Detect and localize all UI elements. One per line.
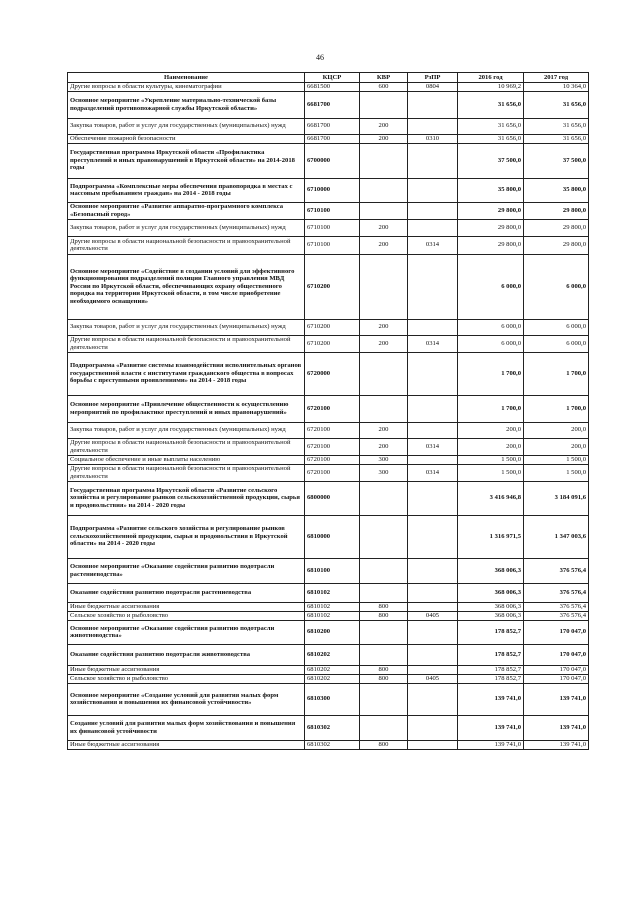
row-kvr (360, 481, 408, 515)
header-2016: 2016 год (458, 73, 524, 83)
row-kvr: 300 (360, 464, 408, 481)
row-amount-2016: 139 741,0 (458, 683, 524, 715)
table-row (68, 515, 589, 558)
row-rzpr (408, 455, 458, 464)
row-amount-2016: 1 316 971,5 (458, 515, 524, 558)
row-amount-2017: 1 347 003,6 (524, 515, 589, 558)
table-row (68, 464, 589, 481)
row-kcsr: 6720100 (305, 395, 360, 422)
row-name: Закупка товаров, работ и услуг для государственных (муниципальных) нужд (68, 219, 305, 236)
table-row (68, 118, 589, 134)
row-kcsr: 6720100 (305, 464, 360, 481)
row-amount-2016: 368 006,3 (458, 602, 524, 611)
row-rzpr (408, 118, 458, 134)
row-name: Основное мероприятие «Создание условий для развития малых форм хозяйствования и повышения их финансовой устойчивости» (68, 683, 305, 715)
row-amount-2017: 139 741,0 (524, 715, 589, 740)
row-kcsr: 6681700 (305, 134, 360, 143)
table-row (68, 395, 589, 422)
row-kcsr: 6810302 (305, 740, 360, 749)
row-amount-2017: 376 576,4 (524, 611, 589, 620)
row-amount-2017: 31 656,0 (524, 91, 589, 118)
row-amount-2017: 29 800,0 (524, 202, 589, 219)
row-kcsr: 6810102 (305, 602, 360, 611)
row-amount-2017: 170 047,0 (524, 674, 589, 683)
row-rzpr (408, 620, 458, 644)
table-row (68, 644, 589, 665)
row-name: Оказание содействия развитию подотрасли животноводства (68, 644, 305, 665)
table-row (68, 558, 589, 583)
row-rzpr (408, 715, 458, 740)
row-rzpr (408, 352, 458, 395)
row-amount-2017: 1 700,0 (524, 395, 589, 422)
row-kvr (360, 352, 408, 395)
row-name: Закупка товаров, работ и услуг для государственных (муниципальных) нужд (68, 118, 305, 134)
row-amount-2017: 37 500,0 (524, 143, 589, 178)
row-rzpr: 0314 (408, 438, 458, 455)
header-rzpr: РзПР (408, 73, 458, 83)
row-amount-2016: 200,0 (458, 438, 524, 455)
row-rzpr (408, 665, 458, 674)
row-amount-2017: 200,0 (524, 422, 589, 438)
table-header-row (68, 73, 589, 83)
row-kvr: 200 (360, 319, 408, 335)
row-amount-2016: 6 000,0 (458, 254, 524, 319)
row-name: Сельское хозяйство и рыболовство (68, 674, 305, 683)
row-name: Другие вопросы в области национальной безопасности и правоохранительной деятельности (68, 236, 305, 254)
table-row (68, 254, 589, 319)
row-amount-2017: 3 184 091,6 (524, 481, 589, 515)
row-kvr (360, 202, 408, 219)
row-kvr (360, 178, 408, 202)
row-kcsr: 6710200 (305, 335, 360, 352)
row-kcsr: 6810200 (305, 620, 360, 644)
row-kcsr: 6810202 (305, 644, 360, 665)
row-name: Сельское хозяйство и рыболовство (68, 611, 305, 620)
header-2017: 2017 год (524, 73, 589, 83)
row-kvr: 200 (360, 422, 408, 438)
row-amount-2016: 6 000,0 (458, 319, 524, 335)
row-name: Другие вопросы в области национальной безопасности и правоохранительной деятельности (68, 464, 305, 481)
row-name: Закупка товаров, работ и услуг для государственных (муниципальных) нужд (68, 319, 305, 335)
table-row (68, 91, 589, 118)
row-amount-2016: 368 006,3 (458, 558, 524, 583)
row-kvr: 200 (360, 335, 408, 352)
row-kcsr: 6810102 (305, 583, 360, 602)
row-kvr: 200 (360, 219, 408, 236)
row-kcsr: 6810100 (305, 558, 360, 583)
table-row (68, 665, 589, 674)
row-kvr (360, 683, 408, 715)
row-amount-2016: 31 656,0 (458, 91, 524, 118)
row-rzpr (408, 422, 458, 438)
row-rzpr (408, 143, 458, 178)
row-name: Подпрограмма «Комплексные меры обеспечения правопорядка в местах с массовым пребыванием граждан» на 2014 - 2018 годы (68, 178, 305, 202)
row-name: Создание условий для развития малых форм хозяйствования и повышения их финансовой устойчивости (68, 715, 305, 740)
row-kvr: 200 (360, 236, 408, 254)
row-amount-2017: 139 741,0 (524, 740, 589, 749)
row-rzpr: 0314 (408, 236, 458, 254)
row-amount-2017: 170 047,0 (524, 665, 589, 674)
table-row (68, 83, 589, 92)
row-name: Иные бюджетные ассигнования (68, 602, 305, 611)
row-amount-2016: 29 800,0 (458, 236, 524, 254)
row-kcsr: 6681500 (305, 83, 360, 92)
row-amount-2017: 170 047,0 (524, 620, 589, 644)
row-amount-2016: 6 000,0 (458, 335, 524, 352)
row-kcsr: 6810302 (305, 715, 360, 740)
row-amount-2017: 6 000,0 (524, 254, 589, 319)
header-kvr: КВР (360, 73, 408, 83)
row-kvr (360, 715, 408, 740)
row-name: Другие вопросы в области национальной безопасности и правоохранительной деятельности (68, 335, 305, 352)
row-rzpr: 0314 (408, 464, 458, 481)
row-name: Оказание содействия развитию подотрасли растениеводства (68, 583, 305, 602)
row-amount-2017: 1 500,0 (524, 455, 589, 464)
row-name: Основное мероприятие «Укрепление материально-технической базы подразделений противопожарной службы Иркутской области» (68, 91, 305, 118)
row-amount-2017: 35 800,0 (524, 178, 589, 202)
row-amount-2017: 376 576,4 (524, 583, 589, 602)
row-rzpr: 0405 (408, 674, 458, 683)
table-row (68, 674, 589, 683)
row-kcsr: 6710100 (305, 236, 360, 254)
row-rzpr: 0405 (408, 611, 458, 620)
table-row (68, 335, 589, 352)
row-amount-2017: 376 576,4 (524, 558, 589, 583)
header-kcsr: КЦСР (305, 73, 360, 83)
row-name: Закупка товаров, работ и услуг для государственных (муниципальных) нужд (68, 422, 305, 438)
row-amount-2017: 139 741,0 (524, 683, 589, 715)
row-kcsr: 6810202 (305, 674, 360, 683)
row-amount-2017: 6 000,0 (524, 319, 589, 335)
row-rzpr: 0310 (408, 134, 458, 143)
row-kcsr: 6810102 (305, 611, 360, 620)
row-amount-2016: 29 800,0 (458, 202, 524, 219)
row-name: Обеспечение пожарной безопасности (68, 134, 305, 143)
row-rzpr (408, 178, 458, 202)
row-rzpr (408, 644, 458, 665)
table-row (68, 602, 589, 611)
table-row (68, 219, 589, 236)
row-kcsr: 6810300 (305, 683, 360, 715)
row-amount-2016: 178 852,7 (458, 644, 524, 665)
row-kcsr: 6681700 (305, 118, 360, 134)
table-row (68, 236, 589, 254)
row-amount-2016: 1 700,0 (458, 352, 524, 395)
table-row (68, 583, 589, 602)
row-amount-2017: 376 576,4 (524, 602, 589, 611)
table-row (68, 178, 589, 202)
row-name: Подпрограмма «Развитие сельского хозяйства и регулирование рынков сельскохозяйственной продукции, сырья и продовольствия в Иркутской области» на 2014 - 2020 годы (68, 515, 305, 558)
row-amount-2017: 29 800,0 (524, 236, 589, 254)
row-amount-2017: 31 656,0 (524, 134, 589, 143)
row-kcsr: 6710100 (305, 202, 360, 219)
row-name: Иные бюджетные ассигнования (68, 740, 305, 749)
row-name: Другие вопросы в области национальной безопасности и правоохранительной деятельности (68, 438, 305, 455)
table-row (68, 319, 589, 335)
row-amount-2016: 200,0 (458, 422, 524, 438)
row-amount-2017: 31 656,0 (524, 118, 589, 134)
table-row (68, 455, 589, 464)
row-rzpr (408, 395, 458, 422)
row-kvr: 200 (360, 118, 408, 134)
row-name: Подпрограмма «Развитие системы взаимодействия исполнительных органов государственной власти с институтами гражданского общества в вопросах борьбы с преступными проявлениями» на 2014 - 2018 годы (68, 352, 305, 395)
row-name: Основное мероприятие «Развитие аппаратно-программного комплекса «Безопасный город» (68, 202, 305, 219)
row-amount-2016: 1 500,0 (458, 464, 524, 481)
row-amount-2016: 37 500,0 (458, 143, 524, 178)
row-rzpr (408, 583, 458, 602)
row-rzpr (408, 515, 458, 558)
row-kvr (360, 515, 408, 558)
row-kvr (360, 644, 408, 665)
row-kvr (360, 395, 408, 422)
row-kvr: 200 (360, 438, 408, 455)
row-name: Основное мероприятие «Оказание содействия развитию подотрасли животноводства» (68, 620, 305, 644)
table-row (68, 202, 589, 219)
row-rzpr (408, 740, 458, 749)
row-kvr: 300 (360, 455, 408, 464)
table-row (68, 683, 589, 715)
row-amount-2017: 6 000,0 (524, 335, 589, 352)
row-amount-2017: 200,0 (524, 438, 589, 455)
row-rzpr (408, 602, 458, 611)
row-kvr: 800 (360, 611, 408, 620)
row-amount-2016: 1 700,0 (458, 395, 524, 422)
row-name: Иные бюджетные ассигнования (68, 665, 305, 674)
row-rzpr: 0804 (408, 83, 458, 92)
row-kvr: 600 (360, 83, 408, 92)
row-amount-2017: 170 047,0 (524, 644, 589, 665)
table-row (68, 438, 589, 455)
row-rzpr (408, 219, 458, 236)
row-amount-2016: 10 969,2 (458, 83, 524, 92)
row-name: Государственная программа Иркутской области «Профилактика преступлений и иных правонарушений в Иркутской области» на 2014-2018 годы (68, 143, 305, 178)
row-kcsr: 6681700 (305, 91, 360, 118)
row-amount-2016: 1 500,0 (458, 455, 524, 464)
row-kvr: 800 (360, 665, 408, 674)
row-amount-2017: 10 364,0 (524, 83, 589, 92)
row-kvr (360, 254, 408, 319)
table-row (68, 134, 589, 143)
row-kvr: 800 (360, 740, 408, 749)
row-name: Государственная программа Иркутской области «Развитие сельского хозяйства и регулирование рынков сельскохозяйственной продукции, сырья и продовольствия» на 2014 - 2020 годы (68, 481, 305, 515)
row-kcsr: 6710200 (305, 319, 360, 335)
row-amount-2016: 31 656,0 (458, 118, 524, 134)
row-kcsr: 6720100 (305, 438, 360, 455)
row-amount-2016: 178 852,7 (458, 674, 524, 683)
table-row (68, 481, 589, 515)
row-kcsr: 6710200 (305, 254, 360, 319)
row-amount-2016: 35 800,0 (458, 178, 524, 202)
row-name: Основное мероприятие «Содействие в создании условий для эффективного функционирования подразделений полиции Главного управления МВД России по Иркутской области, обеспечивающих охрану общественного порядка на территории Иркутской области, в том числе приобретение необходимого оснащения» (68, 254, 305, 319)
table-row (68, 143, 589, 178)
row-amount-2017: 1 500,0 (524, 464, 589, 481)
table-row (68, 740, 589, 749)
page-number: 46 (316, 53, 324, 62)
table-row (68, 715, 589, 740)
row-kcsr: 6800000 (305, 481, 360, 515)
row-kcsr: 6720100 (305, 422, 360, 438)
row-kcsr: 6700000 (305, 143, 360, 178)
row-kvr: 200 (360, 134, 408, 143)
row-amount-2016: 29 800,0 (458, 219, 524, 236)
row-kvr: 800 (360, 602, 408, 611)
row-kcsr: 6810202 (305, 665, 360, 674)
row-amount-2016: 178 852,7 (458, 620, 524, 644)
row-amount-2016: 31 656,0 (458, 134, 524, 143)
header-name: Наименование (68, 73, 305, 83)
row-kcsr: 6710100 (305, 219, 360, 236)
row-rzpr (408, 683, 458, 715)
row-amount-2017: 29 800,0 (524, 219, 589, 236)
row-kcsr: 6720000 (305, 352, 360, 395)
table-row (68, 422, 589, 438)
row-amount-2016: 178 852,7 (458, 665, 524, 674)
row-amount-2016: 3 416 946,8 (458, 481, 524, 515)
row-amount-2016: 368 006,3 (458, 583, 524, 602)
row-rzpr (408, 91, 458, 118)
row-rzpr (408, 558, 458, 583)
row-name: Другие вопросы в области культуры, кинематографии (68, 83, 305, 92)
row-kvr (360, 143, 408, 178)
table-row (68, 620, 589, 644)
row-rzpr (408, 202, 458, 219)
row-amount-2016: 139 741,0 (458, 740, 524, 749)
row-kvr (360, 558, 408, 583)
row-kcsr: 6710000 (305, 178, 360, 202)
row-kvr (360, 620, 408, 644)
row-rzpr (408, 319, 458, 335)
row-amount-2017: 1 700,0 (524, 352, 589, 395)
table-row (68, 611, 589, 620)
table-row (68, 352, 589, 395)
row-rzpr: 0314 (408, 335, 458, 352)
budget-table (67, 72, 589, 750)
row-rzpr (408, 481, 458, 515)
row-rzpr (408, 254, 458, 319)
row-kvr (360, 583, 408, 602)
row-name: Основное мероприятие «Привлечение общественности к осуществлению мероприятий по профилактике преступлений и иных правонарушений» (68, 395, 305, 422)
row-kcsr: 6810000 (305, 515, 360, 558)
row-name: Основное мероприятие «Оказание содействия развитию подотрасли растениеводства» (68, 558, 305, 583)
row-name: Социальное обеспечение и иные выплаты населению (68, 455, 305, 464)
row-kvr: 800 (360, 674, 408, 683)
table-body (68, 83, 589, 750)
row-kvr (360, 91, 408, 118)
row-amount-2016: 139 741,0 (458, 715, 524, 740)
row-amount-2016: 368 006,3 (458, 611, 524, 620)
row-kcsr: 6720100 (305, 455, 360, 464)
